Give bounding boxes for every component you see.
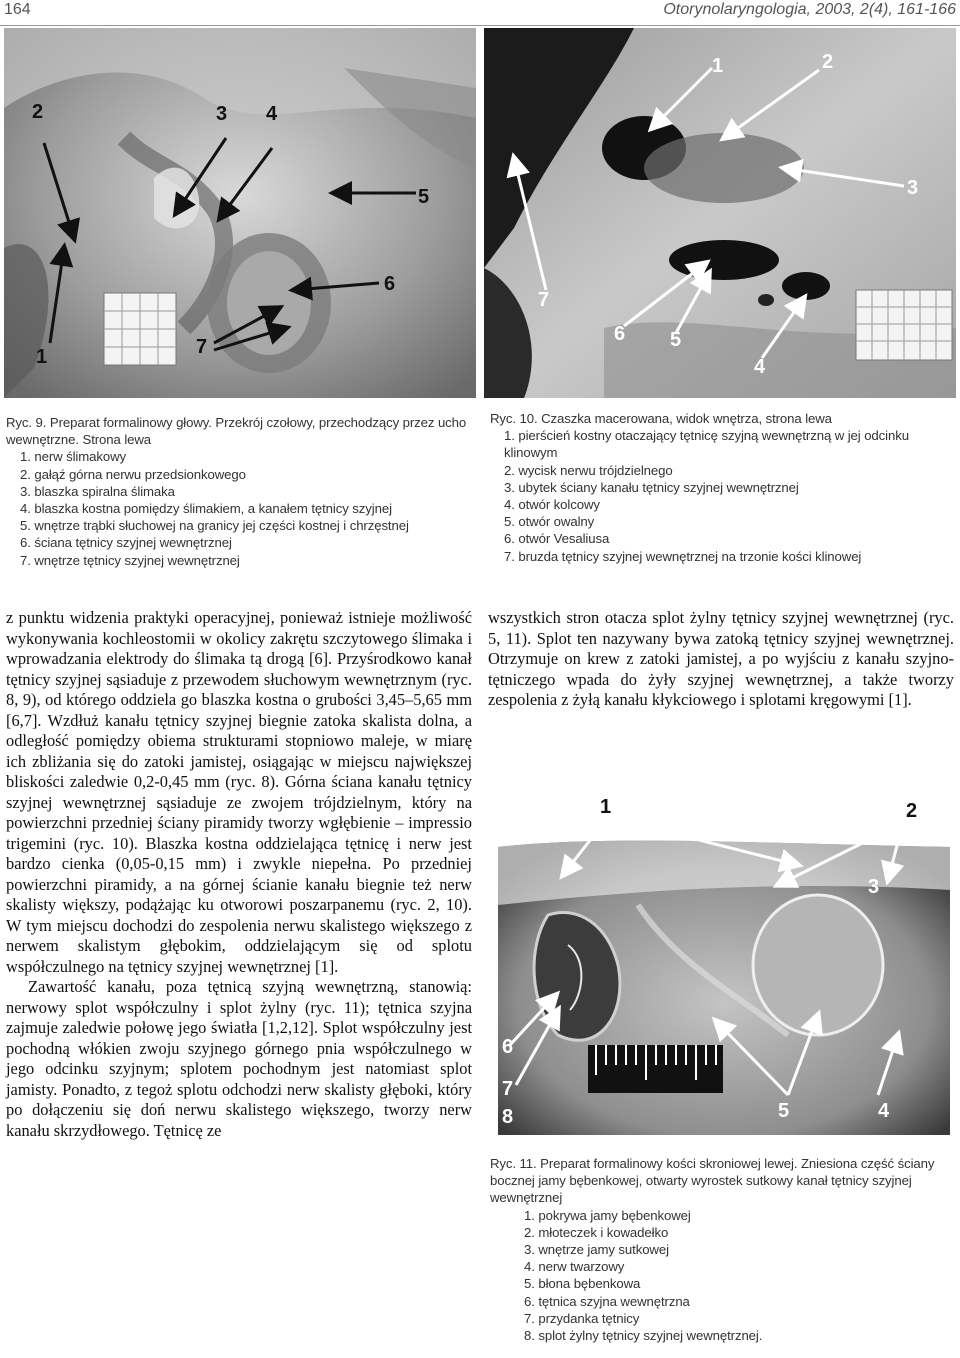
figure-11-legend — [490, 1207, 956, 1345]
fig11-label-1: 1 — [600, 796, 612, 818]
fig10-label-5: 5 — [670, 329, 682, 351]
fig10-label-6: 6 — [614, 323, 626, 345]
legend-item: 7. bruzda tętnicy szyjnej wewnętrznej na trzonie kości klinowej — [504, 548, 862, 564]
legend-item: 1. nerw ślimakowy — [20, 449, 127, 465]
page-number: 164 — [4, 1, 31, 18]
legend-item: 3. blaszka spiralna ślimaka — [20, 483, 175, 499]
fig9-label-5: 5 — [418, 186, 430, 208]
fig11-label-3: 3 — [868, 876, 880, 898]
figure-10-caption — [490, 410, 956, 565]
body-text-left-column — [6, 608, 472, 1141]
legend-item: 1. pierścień kostny otaczający tętnicę szyjną wewnętrzną w jej odcinku klinowym — [504, 428, 909, 461]
legend-item: 4. nerw twarzowy — [524, 1259, 625, 1275]
legend-item: 2. gałąź górna nerwu przedsionkowego — [20, 466, 246, 482]
figure-9-caption-title: Ryc. 9. Preparat formalinowy głowy. Przekrój czołowy, przechodzący przez ucho wewnętrzne. Strona lewa — [6, 415, 467, 448]
fig11-label-5: 5 — [778, 1100, 790, 1122]
fig10-label-3: 3 — [907, 177, 919, 199]
fig9-label-2: 2 — [32, 101, 44, 123]
body-paragraph: Zawartość kanału, poza tętnicą szyjną wewnętrzną, stanowią: nerwowy splot współczulny i splot żylny (ryc. 11); tętnica szyjna zajmuje zaledwie połowę jego światła [1,2,12]. Splot współczulny jest pochodną włókien zwoju szyjnego górnego pnia współczulnego w jego odcinku szyjnym; splotem pochodnym jest natomiast splot jamisty. Ponadto, z tegoż splotu odchodzi nerw skalisty głęboki, który po dołączeniu się doń nerwu skalistego większego, tworzy nerw kanału skrzydłowego. Tętnicę ze — [6, 977, 472, 1140]
fig11-label-4: 4 — [878, 1100, 890, 1122]
legend-item: 4. otwór kolcowy — [504, 497, 600, 513]
figure-10-legend — [490, 427, 956, 565]
scale-grid — [856, 290, 952, 360]
figure-11-caption-title: Ryc. 11. Preparat formalinowy kości skroniowej lewej. Zniesiona część ściany bocznej jamy bębenkowej, otwarty wyrostek sutkowy kanał tętnicy szyjnej wewnętrznej — [490, 1156, 935, 1206]
fig9-label-6: 6 — [384, 273, 396, 295]
fig9-label-7: 7 — [196, 336, 208, 358]
legend-item: 7. przydanka tętnicy — [524, 1310, 640, 1326]
legend-item: 6. ściana tętnicy szyjnej wewnętrznej — [20, 535, 232, 551]
fig10-label-2: 2 — [822, 51, 834, 73]
figure-10-caption-title: Ryc. 10. Czaszka macerowana, widok wnętrza, strona lewa — [490, 411, 832, 426]
legend-item: 2. wycisk nerwu trójdzielnego — [504, 462, 673, 478]
fig11-label-2: 2 — [906, 800, 918, 822]
legend-item: 8. splot żylny tętnicy szyjnej wewnętrznej. — [524, 1328, 763, 1344]
legend-item: 2. młoteczek i kowadełko — [524, 1224, 669, 1240]
legend-item: 5. błona bębenkowa — [524, 1276, 641, 1292]
fig9-label-3: 3 — [216, 103, 228, 125]
figure-9-legend — [6, 448, 472, 568]
fig10-label-4: 4 — [754, 356, 766, 378]
body-text-right-column — [488, 608, 954, 711]
figure-9-photo — [4, 28, 476, 398]
body-paragraph: z punktu widzenia praktyki operacyjnej, ponieważ istnieje możliwość wykonywania kochleostomii w okolicy zakrętu szczytowego ślimaka i wprowadzania elektrody do ślimaka tą drogą [6]. Przyśrodkowo kanał tętnicy szyjnej sąsiaduje z przewodem słuchowym wewnętrznym (ryc. 8, 9), od którego oddziela go blaszka kostna o grubości 3,45–5,65 mm [6,7]. Wzdłuż kanału tętnicy szyjnej biegnie zatoka skalista dolna, a odległość pomiędzy obiema strukturami stopniowo maleje, w miarę ich zbliżania się do zatoki jamistej, osiągając w miejscu największej bliskości zaledwie 0,2-0,45 mm (ryc. 8). Górna ściana kanału tętnicy szyjnej wewnętrznej sąsiaduje ze zwojem trójdzielnym, który na powierzchni przedniej ściany piramidy tworzy wgłębienie – impressio trigemini (ryc. 10). Blaszka kostna oddzielająca tętnicę i nerw jest bardzo cienka (0,05-0,15 mm) i zwykle niepełna. Po przedniej powierzchni piramidy, a na górnej ścianie kanału biegnie też nerw skalisty większy, podążając ku otworowi poszarpanemu (ryc. 2, 10). W tym miejscu dochodzi do zespolenia nerwu skalistego większego z nerwem skalistym głębokim, oddzielającym się od splotu współczulnego na tętnicy szyjnej wewnętrznej [1]. — [6, 608, 472, 976]
fig9-label-4: 4 — [266, 103, 278, 125]
legend-item: 5. wnętrze trąbki słuchowej na granicy jej części kostnej i chrzęstnej — [20, 518, 409, 534]
figure-11-caption — [490, 1155, 956, 1344]
body-paragraph: wszystkich stron otacza splot żylny tętnicy szyjnej wewnętrznej (ryc. 5, 11). Splot ten nazywany bywa zatoką tętnicy szyjnej wewnętrznej. Otrzymuje on krew z zatoki jamistej, a po wyjściu z kanału szyjno-tętniczego wpada do żyły szyjnej wewnętrznej, a także tworzy zespolenia z żyłą kanału kłykciowego i splotami kręgowymi [1]. — [488, 608, 954, 709]
figure-11-photo — [488, 795, 960, 1135]
fig9-label-1: 1 — [36, 346, 48, 368]
fig11-label-8: 8 — [502, 1106, 514, 1128]
fig10-label-7: 7 — [538, 289, 550, 311]
legend-item: 6. otwór Vesaliusa — [504, 531, 610, 547]
journal-reference: Otorynolaryngologia, 2003, 2(4), 161-166 — [663, 1, 956, 18]
figure-10-photo — [484, 28, 956, 398]
scale-grid — [104, 293, 176, 365]
figure-9-caption — [6, 414, 472, 569]
legend-item: 6. tętnica szyjna wewnętrzna — [524, 1293, 690, 1309]
legend-item: 5. otwór owalny — [504, 514, 595, 530]
legend-item: 4. blaszka kostna pomiędzy ślimakiem, a kanałem tętnicy szyjnej — [20, 501, 392, 517]
running-head — [0, 0, 960, 26]
legend-item: 1. pokrywa jamy bębenkowej — [524, 1207, 691, 1223]
ruler — [588, 1045, 723, 1093]
fig10-label-1: 1 — [712, 55, 724, 77]
legend-item: 3. wnętrze jamy sutkowej — [524, 1242, 669, 1258]
legend-item: 3. ubytek ściany kanału tętnicy szyjnej wewnętrznej — [504, 479, 799, 495]
fig11-label-7: 7 — [502, 1078, 514, 1100]
legend-item: 7. wnętrze tętnicy szyjnej wewnętrznej — [20, 552, 240, 568]
fig11-label-6: 6 — [502, 1036, 514, 1058]
